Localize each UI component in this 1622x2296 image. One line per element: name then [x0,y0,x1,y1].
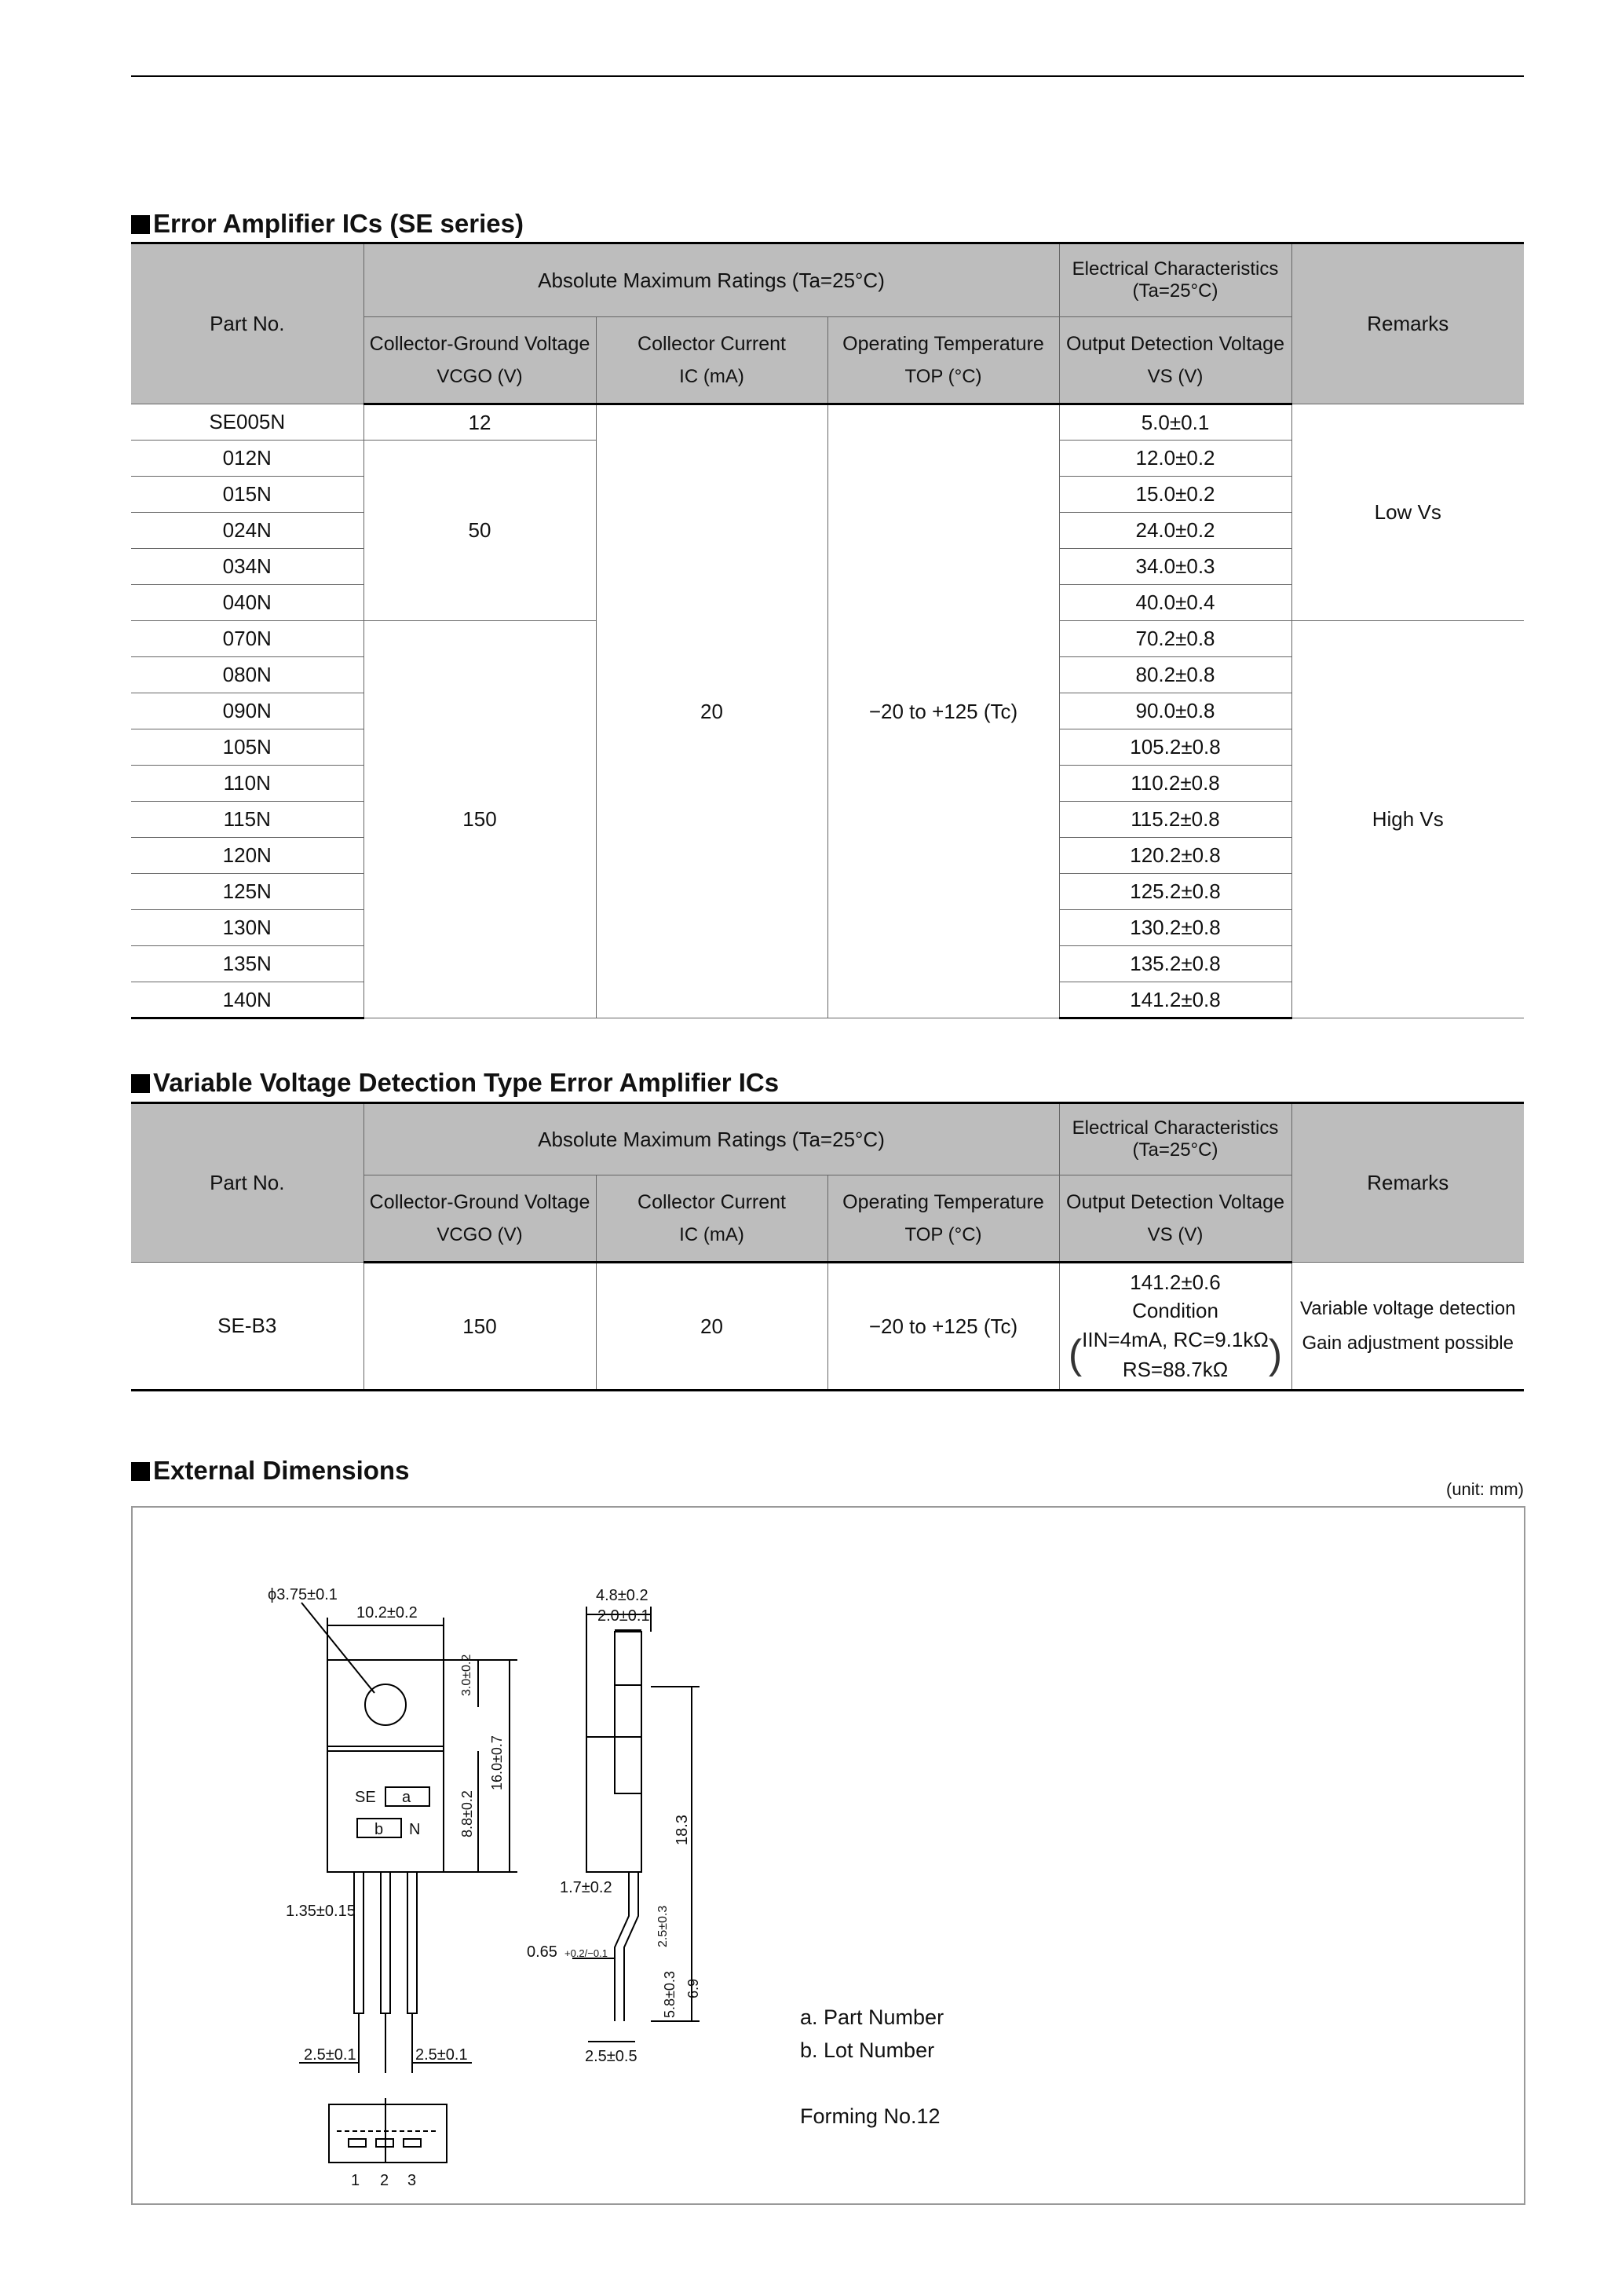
table2-title: Variable Voltage Detection Type Error Amplifier ICs [131,1067,779,1099]
vs-cell: 120.2±0.8 [1059,838,1291,874]
part-cell: 012N [131,441,363,477]
dim-065-tol: +0.2/−0.1 [564,1947,608,1959]
hdr-elec-char: Electrical Characteristics (Ta=25°C) [1059,1103,1291,1175]
mark-b: b [374,1821,384,1838]
top-cell: −20 to +125 (Tc) [827,404,1059,1018]
dim-25: 2.5±0.3 [656,1905,670,1947]
hdr-part-no: Part No. [131,1103,363,1263]
part-cell: 024N [131,513,363,549]
vs-cell: 40.0±0.4 [1059,585,1291,621]
part-cell: 090N [131,693,363,729]
dim-3: 3.0±0.2 [460,1654,473,1696]
vs-cell: 115.2±0.8 [1059,802,1291,838]
vcgo-cell: 150 [363,621,596,1018]
part-cell: 135N [131,946,363,982]
vs-cell: 90.0±0.8 [1059,693,1291,729]
dim-lead-width: 1.35±0.15 [286,1903,356,1920]
mark-n: N [409,1821,421,1838]
vcgo-cell: 150 [363,1263,596,1391]
vs-cell: 130.2±0.8 [1059,910,1291,946]
dim-width: 10.2±0.2 [356,1604,418,1621]
vcgo-cell: 50 [363,441,596,621]
table1-title: Error Amplifier ICs (SE series) [131,208,524,239]
part-cell: 105N [131,729,363,766]
part-cell: 015N [131,477,363,513]
mark-se: SE [355,1789,376,1806]
hdr-vcgo: Collector-Ground Voltage VCGO (V) [363,317,596,404]
vs-cell: 24.0±0.2 [1059,513,1291,549]
dim-16: 16.0±0.7 [489,1735,505,1790]
forming-no: Forming No.12 [800,2104,941,2128]
dimensions-title: External Dimensions [131,1455,409,1486]
vs-value: 141.2±0.6 [1130,1270,1221,1294]
hdr-remarks: Remarks [1291,1103,1524,1263]
hdr-ic: Collector Current IC (mA) [596,317,827,404]
variable-voltage-table [131,1102,1524,1391]
page-top-rule [131,75,1524,77]
part-cell: 040N [131,585,363,621]
dim-065: 0.65 [527,1943,557,1961]
hdr-abs-max: Absolute Maximum Ratings (Ta=25°C) [363,243,1059,317]
part-cell: 110N [131,766,363,802]
vs-cell: 141.2±0.8 [1059,982,1291,1018]
part-cell: 120N [131,838,363,874]
vs-condition-label: Condition [1132,1299,1218,1322]
dim-17: 1.7±0.2 [560,1879,612,1896]
vs-cell: 135.2±0.8 [1059,946,1291,982]
legend-a: a. Part Number [800,2005,944,2029]
dim-183: 18.3 [674,1815,691,1845]
dim-tab: 2.0±0.1 [597,1607,650,1625]
vs-cell: 125.2±0.8 [1059,874,1291,910]
hdr-elec-char: Electrical Characteristics (Ta=25°C) [1059,243,1291,317]
dimensions-drawing-box [131,1506,1525,2205]
ic-cell: 20 [596,404,827,1018]
hdr-ic: Collector Current IC (mA) [596,1175,827,1263]
vs-cell: 12.0±0.2 [1059,441,1291,477]
vs-condition-1: IIN=4mA, RC=9.1kΩ [1082,1328,1269,1351]
vs-cell: 34.0±0.3 [1059,549,1291,585]
dim-side-pitch: 2.5±0.5 [585,2048,637,2065]
part-cell: 080N [131,657,363,693]
pin-3: 3 [407,2172,417,2189]
part-cell: 034N [131,549,363,585]
dim-88: 8.8±0.2 [459,1790,475,1837]
vs-cell: 110.2±0.8 [1059,766,1291,802]
pin-2: 2 [380,2172,389,2189]
part-cell: 130N [131,910,363,946]
remarks-low: Low Vs [1291,404,1524,621]
vs-condition-2: RS=88.7kΩ [1122,1358,1229,1381]
unit-note: (unit: mm) [1446,1479,1524,1499]
package-drawing [133,1508,1524,2203]
part-cell: 140N [131,982,363,1018]
ic-cell: 20 [596,1263,827,1391]
part-cell: SE-B3 [131,1263,363,1391]
hdr-vcgo: Collector-Ground Voltage VCGO (V) [363,1175,596,1263]
vs-cell: 105.2±0.8 [1059,729,1291,766]
remarks-high: High Vs [1291,621,1524,1018]
hdr-top: Operating Temperature TOP (°C) [827,317,1059,404]
dim-pitch-left: 2.5±0.1 [304,2046,356,2064]
vs-cell: 15.0±0.2 [1059,477,1291,513]
part-cell: 070N [131,621,363,657]
se-series-table [131,242,1524,1019]
hdr-vs: Output Detection Voltage VS (V) [1059,1175,1291,1263]
front-view [299,1603,517,2073]
part-cell: 125N [131,874,363,910]
vs-cell: 70.2±0.8 [1059,621,1291,657]
hdr-part-no: Part No. [131,243,363,404]
vs-cell: 5.0±0.1 [1059,404,1291,441]
top-cell: −20 to +125 (Tc) [827,1263,1059,1391]
dim-hole: ϕ3.75±0.1 [268,1586,338,1603]
dim-thickness: 4.8±0.2 [596,1587,648,1604]
legend-b: b. Lot Number [800,2038,935,2062]
hdr-vs: Output Detection Voltage VS (V) [1059,317,1291,404]
dim-58: 5.8±0.3 [662,1971,678,2018]
bottom-view [329,2098,447,2163]
vs-condition-cell: 141.2±0.6 Condition ( IIN=4mA, RC=9.1kΩ RS=88.7kΩ ) [1059,1263,1291,1391]
hdr-remarks: Remarks [1291,243,1524,404]
vcgo-cell: 12 [363,404,596,441]
hdr-abs-max: Absolute Maximum Ratings (Ta=25°C) [363,1103,1059,1175]
dim-69: 6.9 [685,1978,701,1998]
vs-cell: 80.2±0.8 [1059,657,1291,693]
part-cell: 115N [131,802,363,838]
dim-pitch-right: 2.5±0.1 [415,2046,468,2064]
hdr-top: Operating Temperature TOP (°C) [827,1175,1059,1263]
mark-a: a [402,1789,411,1806]
pin-1: 1 [351,2172,360,2189]
part-cell: SE005N [131,404,363,441]
remarks-cell: Variable voltage detection Gain adjustment possible [1291,1263,1524,1391]
